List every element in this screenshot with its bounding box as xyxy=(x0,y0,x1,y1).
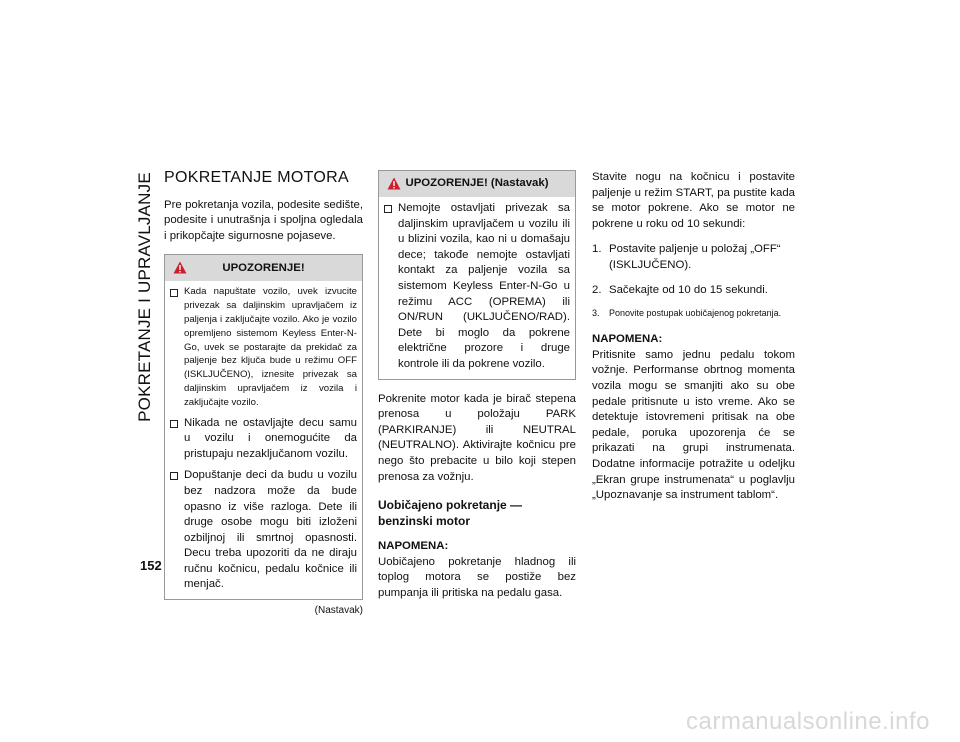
warning-header xyxy=(165,255,362,281)
warning-item xyxy=(384,201,570,373)
warning-header xyxy=(379,171,575,197)
warning-item-text: Kada napuštate vozilo, uvek izvucite privezak sa daljinskim upravljačem iz paljenja i zaključajte vozilo. Ako je vozilo opremljeno sistemom Keyless Enter-N-Go, uvek se postarajte da prekidač za paljenje bez ključa bude u režimu OFF (ISKLJUČENO), iznesite privezak sa daljinskim upravljačem iz vozila i zaključajte vozilo. xyxy=(184,286,357,408)
column-2 xyxy=(378,170,576,601)
warning-triangle-icon xyxy=(173,261,187,274)
step-text: Postavite paljenje u položaj „OFF“ (ISKLJUČENO). xyxy=(609,243,781,271)
note-text: Pritisnite samo jednu pedalu tokom vožnje. Performanse obrtnog momenta vozila mogu se smanjiti ako su obe pedale pritisnute u isto vreme. Ako se detektuje istovremeni pritisak na obe pedale, poruka upozorenja će se prikazati na grupi instrumenata. Dodatne informacije potražite u odeljku „Ekran grupe instrumenata“ u poglavlju „Upoznavanje sa instrument tablom“. xyxy=(592,348,795,502)
warning-title: UPOZORENJE! xyxy=(222,261,305,274)
warning-box xyxy=(164,254,363,600)
step-text: Ponovite postupak uobičajenog pokretanja. xyxy=(609,308,782,319)
warning-title: UPOZORENJE! (Nastavak) xyxy=(405,177,549,190)
checkbox-bullet-icon xyxy=(384,205,392,213)
chapter-side-title xyxy=(135,172,155,422)
warning-item-text: Nemojte ostavljati privezak sa daljinskim upravljačem u vozilu ili u blizini vozila, kao ni u domašaju dece; takođe nemojte ostavljati kontakt za paljenje vozila sa sistemom Keyless Enter-N-Go u režimu ACC (OPREMA) ili ON/RUN (UKLJUČENO/RAD). Dete bi moglo da pokrene električne prozore i druge kontrole ili da pokrene vozilo. xyxy=(398,202,570,370)
warning-item xyxy=(170,416,357,463)
intro-paragraph: Pre pokretanja vozila, podesite sedište, podesite i unutrašnja i spoljna ogledala i prikopčajte sigurnosne pojaseve. xyxy=(164,198,363,242)
warning-body xyxy=(165,281,362,599)
page-number: 152 xyxy=(140,558,162,573)
warning-triangle-icon xyxy=(387,177,401,190)
chapter-side-title-text: POKRETANJE I UPRAVLJANJE xyxy=(135,172,154,422)
continued-label: (Nastavak) xyxy=(314,605,363,617)
watermark: carmanualsonline.info xyxy=(686,708,930,735)
start-paragraph: Pokrenite motor kada je birač stepena prenosa u položaju PARK (PARKIRANJE) ili NEUTRAL (NEUTRALNO). Aktivirajte kočnicu pre nego što prebacite u bilo koji stepen prenosa za vožnju. xyxy=(378,392,576,483)
note-title: NAPOMENA: xyxy=(592,333,663,346)
intro-paragraph: Stavite nogu na kočnicu i postavite paljenje u režim START, pa pustite kada se motor pokrene. Ako se motor ne pokrene u roku od 10 sekundi: xyxy=(592,171,795,230)
column-1 xyxy=(164,170,363,619)
warning-item xyxy=(170,285,357,409)
checkbox-bullet-icon xyxy=(170,472,178,480)
column-3 xyxy=(592,170,795,504)
step-item xyxy=(592,283,795,299)
steps-list xyxy=(592,242,795,320)
subheading: Uobičajeno pokretanje — benzinski motor xyxy=(378,498,523,529)
step-item xyxy=(592,242,795,273)
checkbox-bullet-icon xyxy=(170,420,178,428)
warning-box-continued xyxy=(378,170,576,380)
note-title: NAPOMENA: xyxy=(378,540,449,553)
step-text: Sačekajte od 10 do 15 sekundi. xyxy=(609,283,768,296)
step-item xyxy=(592,307,795,320)
warning-body xyxy=(379,197,575,379)
warning-item-text: Nikada ne ostavljajte decu samu u vozilu i onemogućite da pristupaju nezaključanom vozilu. xyxy=(184,416,357,460)
step-number: 2. xyxy=(592,283,602,296)
step-number: 3. xyxy=(592,308,600,319)
section-title: POKRETANJE MOTORA xyxy=(164,169,349,186)
checkbox-bullet-icon xyxy=(170,289,178,297)
step-number: 1. xyxy=(592,243,602,256)
note-text: Uobičajeno pokretanje hladnog ili toplog motora se postiže bez pumpanja ili pritiska na pedalu gasa. xyxy=(378,555,576,599)
warning-item-text: Dopuštanje deci da budu u vozilu bez nadzora može da bude opasno iz više razloga. Dete ili druge osobe mogu biti izloženi ozbiljnoj ili smrtnoj opasnosti. Decu treba upozoriti da ne diraju ručnu kočnicu, pedalu kočnice ili menjač. xyxy=(184,469,357,591)
warning-item xyxy=(170,468,357,593)
